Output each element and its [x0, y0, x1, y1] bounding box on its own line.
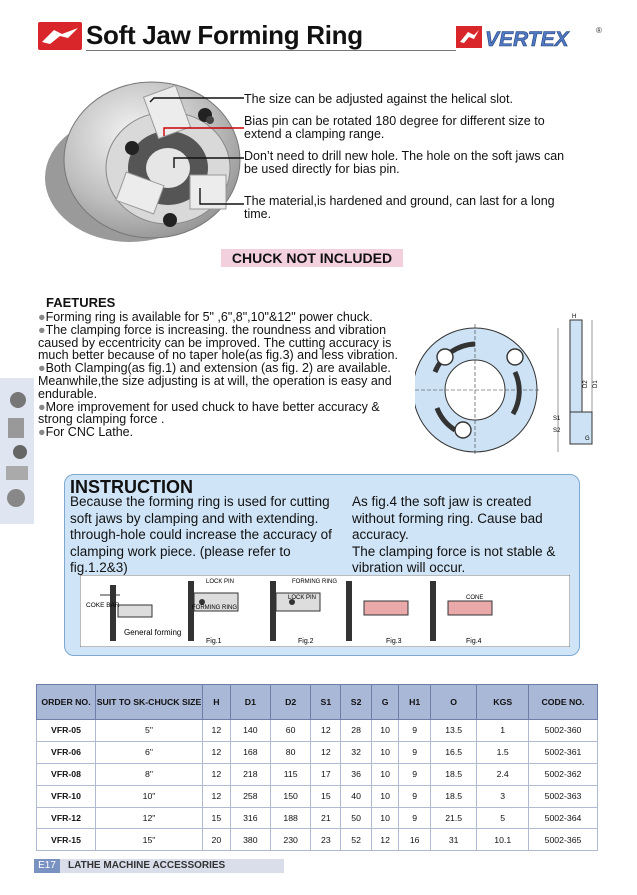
svg-text:H: H — [572, 314, 577, 320]
col-header: CODE NO. — [529, 685, 598, 720]
callout-material: The material,is hardened and ground, can last for a long time. — [244, 194, 555, 221]
col-header: SUIT TO SK-CHUCK SIZE — [96, 685, 203, 720]
table-row: VFR-15 15" 20 380 230 23 52 12 16 31 10.1 5002-365 — [37, 829, 598, 851]
svg-text:CONE: CONE — [466, 595, 484, 601]
svg-text:®: ® — [596, 26, 602, 35]
col-header: S2 — [341, 685, 371, 720]
col-header: H — [203, 685, 231, 720]
col-header: KGS — [477, 685, 529, 720]
svg-text:G: G — [585, 436, 590, 442]
feature-item: ●Forming ring is available for 5" ,6",8",10"&12" power chuck. — [38, 310, 373, 324]
page-number: E17 — [34, 859, 60, 873]
feature-item: ●More improvement for used chuck to have better accuracy & strong clamping force . — [38, 399, 380, 427]
eagle-icon — [38, 22, 82, 50]
callout-no-drill: Don’t need to drill new hole. The hole on the soft jaws can be used directly for bias pin. — [244, 149, 565, 176]
col-header: D1 — [230, 685, 270, 720]
col-header: S1 — [311, 685, 341, 720]
svg-text:FORMING RING: FORMING RING — [192, 605, 237, 611]
table-row: VFR-08 8" 12 218 115 17 36 10 9 18.5 2.4 5002-362 — [37, 763, 598, 785]
col-header: ORDER NO. — [37, 685, 96, 720]
col-header: H1 — [399, 685, 430, 720]
col-header: G — [371, 685, 399, 720]
chuck-not-included-badge: CHUCK NOT INCLUDED — [221, 249, 403, 267]
svg-text:S2: S2 — [553, 428, 561, 434]
feature-item: ●For CNC Lathe. — [38, 425, 134, 440]
svg-text:VERTEX: VERTEX — [485, 28, 569, 50]
col-header: O — [430, 685, 477, 720]
footer-section: LATHE MACHINE ACCESSORIES — [68, 860, 226, 871]
ring-dimension-diagram — [415, 312, 600, 462]
page-title: Soft Jaw Forming Ring — [86, 20, 363, 50]
features-list — [38, 311, 403, 439]
col-header: D2 — [270, 685, 310, 720]
spec-table — [36, 684, 598, 851]
instruction-title: INSTRUCTION — [70, 477, 193, 497]
callout-helical-slot: The size can be adjusted against the helical slot. — [244, 92, 513, 106]
side-category-thumbnails — [0, 378, 34, 524]
table-row: VFR-12 12" 15 316 188 21 50 10 9 21.5 5 5002-364 — [37, 807, 598, 829]
svg-text:D2: D2 — [583, 380, 589, 388]
svg-text:General forming: General forming — [124, 628, 182, 637]
table-header-row — [37, 685, 598, 720]
svg-text:Fig.1: Fig.1 — [206, 638, 222, 645]
table-row: VFR-06 6" 12 168 80 12 32 10 9 16.5 1.5 5002-361 — [37, 741, 598, 763]
instruction-left-text: Because the forming ring is used for cutting soft jaws by clamping and with extending. through-hole could increase the accuracy of clamping work piece. (please refer to fig.1.2&3) — [70, 494, 332, 575]
instruction-figures — [80, 575, 570, 647]
svg-text:D1: D1 — [593, 380, 599, 388]
svg-text:S1: S1 — [553, 416, 561, 422]
table-row: VFR-05 5" 12 140 60 12 28 10 9 13.5 1 5002-360 — [37, 720, 598, 742]
brand-logo — [456, 24, 604, 50]
company-logo — [38, 22, 82, 50]
instruction-right-text: As fig.4 the soft jaw is created without forming ring. Cause bad accuracy. The clamping force is not stable & vibration will occur. — [352, 494, 556, 575]
svg-text:FORMING RING: FORMING RING — [292, 579, 337, 585]
feature-item: ●Both Clamping(as fig.1) and extension (as fig. 2) are available. Meanwhile,the size adjusting is at will, the operation is easy and endurable. — [38, 361, 392, 401]
title-divider — [86, 50, 456, 51]
callout-bias-pin: Bias pin can be rotated 180 degree for different size to extend a clamping range. — [244, 114, 545, 141]
svg-text:Fig.4: Fig.4 — [466, 638, 482, 645]
svg-text:COKE BAR: COKE BAR — [86, 602, 120, 609]
svg-text:LOCK PIN: LOCK PIN — [288, 595, 317, 601]
callout-leaders — [140, 88, 246, 218]
svg-text:Fig.3: Fig.3 — [386, 638, 402, 645]
feature-item: ●The clamping force is increasing. the roundness and vibration caused by eccentricity can be improved. The cutting accuracy is much better because of no taper hole(as fig.3) and less vibration. — [38, 322, 398, 363]
table-row: VFR-10 10" 12 258 150 15 40 10 9 18.5 3 5002-363 — [37, 785, 598, 807]
svg-text:LOCK PIN: LOCK PIN — [206, 579, 235, 585]
svg-text:Fig.2: Fig.2 — [298, 638, 314, 645]
features-title: FAETURES — [46, 295, 116, 310]
